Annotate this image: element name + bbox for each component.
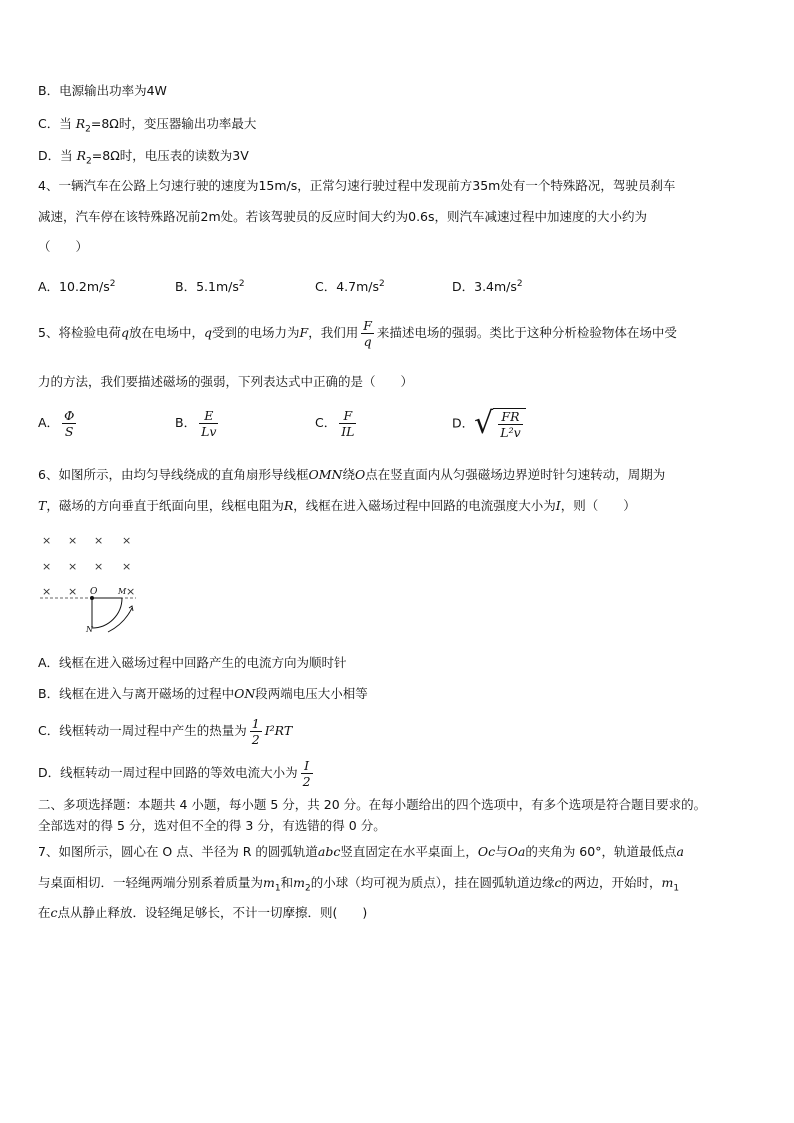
q6-figure: [38, 528, 148, 638]
q4-option-d: D．$3.4m/s^2$: [452, 278, 523, 294]
q5-option-a: A． $\frac{\Phi}{S}$: [38, 408, 75, 439]
q5-option-c: C． $\frac{F}{IL}$: [315, 408, 355, 439]
field-cross: ×: [68, 585, 78, 598]
q4-option-a: A．$10.2m/s^2$: [38, 278, 116, 294]
field-cross: ×: [122, 534, 132, 547]
q4-stem-line3: （ ）: [38, 239, 89, 254]
q6-stem-line1: 6、如图所示，由均匀导线绕成的直角扇形导线框OMN绕O点在竖直面内从匀强磁场边界逆时针匀速转动，周期为: [38, 467, 666, 482]
label-o: O: [90, 587, 98, 597]
q5-stem-fraction: $\frac{F}{q}$: [363, 318, 372, 349]
q5-stem-line1: 5、将检验电荷q放在电场中，q受到的电场力为F，我们用 $\frac{F}{q}$ 来描述电场的强弱。类比于这种分析检验物体在场中受: [38, 318, 677, 349]
q6-option-d: D．线框转动一周过程中回路的等效电流大小为 $\frac{I}{2}$: [38, 758, 311, 789]
q7-stem-line3: 在c点从静止释放．设轻绳足够长，不计一切摩擦．则( ): [38, 905, 368, 920]
rotation-arrow: [108, 608, 132, 632]
field-cross: ×: [68, 534, 78, 547]
q7-stem-line2: 与桌面相切．一轻绳两端分别系着质量为$m_1$和$m_2$的小球（均可视为质点），挂在圆弧轨道边缘c的两边，开始时，$m_1$: [38, 875, 680, 894]
field-cross: ×: [42, 534, 52, 547]
q3-option-b: B．电源输出功率为4W: [38, 83, 167, 98]
q6-option-c: C．线框转动一周过程中产生的热量为 $\frac{1}{2}$ I²RT: [38, 716, 293, 747]
field-cross: ×: [42, 585, 52, 598]
q6-figure-svg: [38, 528, 148, 638]
q4-stem-line1: 4、一辆汽车在公路上匀速行驶的速度为15m/s，正常匀速行驶过程中发现前方35m处有一个特殊路况，驾驶员刹车: [38, 178, 676, 193]
field-cross: ×: [94, 534, 104, 547]
q4-option-c: C．$4.7m/s^2$: [315, 278, 385, 294]
q3-option-c: C．当 $R_2=8\Omega$时，变压器输出功率最大: [38, 116, 257, 135]
q5-stem-line2: 力的方法，我们要描述磁场的强弱，下列表达式中正确的是（ ）: [38, 374, 414, 389]
q6-option-b: B．线框在进入与离开磁场的过程中ON段两端电压大小相等: [38, 686, 368, 701]
q4-option-b: B．$5.1m/s^2$: [175, 278, 245, 294]
q6-stem-line2: T，磁场的方向垂直于纸面向里，线框电阻为R，线框在进入磁场过程中回路的电流强度大小为I，则（ ）: [38, 498, 636, 513]
q3-option-d: D．当 $R_2=8\Omega$时，电压表的读数为3V: [38, 148, 249, 167]
section2-heading-line2: 全部选对的得 5 分，选对但不全的得 3 分，有选错的得 0 分。: [38, 818, 386, 833]
section2-heading-line1: 二、多项选择题：本题共 4 小题，每小题 5 分，共 20 分。在每小题给出的四个选项中，有多个选项是符合题目要求的。: [38, 797, 707, 812]
frame-arc: [92, 598, 122, 628]
field-cross: ×: [94, 560, 104, 573]
field-cross: ×: [122, 560, 132, 573]
label-m: M: [118, 587, 127, 596]
field-cross: ×: [126, 585, 136, 598]
q5-option-d: D．√ $\frac{FR}{\text{L²v}}$: [452, 408, 526, 440]
q6-option-a: A．线框在进入磁场过程中回路产生的电流方向为顺时针: [38, 655, 347, 670]
field-cross: ×: [68, 560, 78, 573]
q4-stem-line2: 减速，汽车停在该特殊路况前2m处。若该驾驶员的反应时间大约为0.6s，则汽车减速过程中加速度的大小约为: [38, 209, 648, 224]
q7-stem-line1: 7、如图所示，圆心在 O 点、半径为 R 的圆弧轨道abc竖直固定在水平桌面上，Oc与Oa的夹角为 60°，轨道最低点a: [38, 844, 684, 859]
field-cross: ×: [42, 560, 52, 573]
q5-option-b: B． $\frac{E}{Lv}$: [175, 408, 217, 439]
label-n: N: [86, 625, 93, 634]
